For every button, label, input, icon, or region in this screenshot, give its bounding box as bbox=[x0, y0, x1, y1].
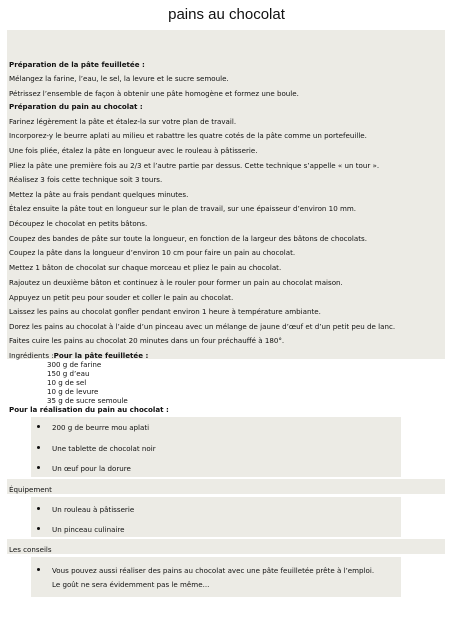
bullet-icon bbox=[37, 466, 40, 469]
pain-step: Mettez la pâte au frais pendant quelques minutes. bbox=[9, 190, 189, 199]
ingredients-line bbox=[9, 351, 148, 360]
pate-step: Mélangez la farine, l’eau, le sel, la levure et le sucre semoule. bbox=[9, 74, 229, 83]
pain-step: Une fois pliée, étalez la pâte en longueur avec le rouleau à pâtisserie. bbox=[9, 146, 258, 155]
pain-step: Dorez les pains au chocolat à l’aide d’un pinceau avec un mélange de jaune d’œuf et d’un petit peu de lanc. bbox=[9, 322, 396, 331]
pain-step: Laissez les pains au chocolat gonfler pendant environ 1 heure à température ambiante. bbox=[9, 307, 321, 316]
conseils-list bbox=[31, 557, 401, 597]
ingredients-pate-heading: Pour la pâte feuilletée : bbox=[53, 351, 149, 360]
pain-step: Mettez 1 bâton de chocolat sur chaque morceau et pliez le pain au chocolat. bbox=[9, 263, 282, 272]
conseils-heading-band bbox=[7, 539, 445, 554]
ingredient-item: 150 g d’eau bbox=[47, 369, 90, 378]
pain-step: Appuyez un petit peu pour souder et coller le pain au chocolat. bbox=[9, 293, 234, 302]
pain-step: Étalez ensuite la pâte tout en longueur sur le plan de travail, sur une épaisseur d’environ 10 mm. bbox=[9, 204, 357, 213]
ingredient-item: 35 g de sucre semoule bbox=[47, 396, 128, 405]
pain-step: Découpez le chocolat en petits bâtons. bbox=[9, 219, 148, 228]
pain-step: Réalisez 3 fois cette technique soit 3 tours. bbox=[9, 175, 163, 184]
pain-step: Rajoutez un deuxième bâton et continuez à le rouler pour former un pain au chocolat maison. bbox=[9, 278, 343, 287]
ingredient-item: 10 g de levure bbox=[47, 387, 99, 396]
bullet-icon bbox=[37, 507, 40, 510]
ingredients-label: Ingrédients : bbox=[9, 351, 54, 360]
equipement-heading: Équipement bbox=[9, 485, 52, 494]
pain-step: Farinez légèrement la pâte et étalez-la sur votre plan de travail. bbox=[9, 117, 237, 126]
pate-step: Pétrissez l’ensemble de façon à obtenir une pâte homogène et formez une boule. bbox=[9, 89, 299, 98]
ingredient-item: 10 g de sel bbox=[47, 378, 87, 387]
pain-step: Faites cuire les pains au chocolat 20 minutes dans un four préchauffé à 180°. bbox=[9, 336, 285, 345]
equipement-heading-band bbox=[7, 479, 445, 494]
pain-step: Incorporez-y le beurre aplati au milieu et rabattre les quatre cotés de la pâte comme un portefeuille. bbox=[9, 131, 367, 140]
pain-step: Pliez la pâte une première fois au 2/3 et l’autre partie par dessus. Cette technique s’appelle « un tour ». bbox=[9, 161, 380, 170]
pain-heading: Préparation du pain au chocolat : bbox=[9, 102, 143, 111]
ingredient-item: 300 g de farine bbox=[47, 360, 102, 369]
pain-step: Coupez des bandes de pâte sur toute la longueur, en fonction de la largeur des bâtons de chocolats. bbox=[9, 234, 367, 243]
pate-heading: Préparation de la pâte feuilletée : bbox=[9, 60, 145, 69]
bullet-icon bbox=[37, 527, 40, 530]
page-title: pains au chocolat bbox=[168, 6, 285, 23]
pain-step: Coupez la pâte dans la longueur d’environ 10 cm pour faire un pain au chocolat. bbox=[9, 248, 296, 257]
bullet-icon bbox=[37, 568, 40, 571]
conseils-heading: Les conseils bbox=[9, 545, 52, 554]
ingredients-pain-heading: Pour la réalisation du pain au chocolat : bbox=[9, 405, 169, 414]
bullet-icon bbox=[37, 446, 40, 449]
bullet-icon bbox=[37, 425, 40, 428]
